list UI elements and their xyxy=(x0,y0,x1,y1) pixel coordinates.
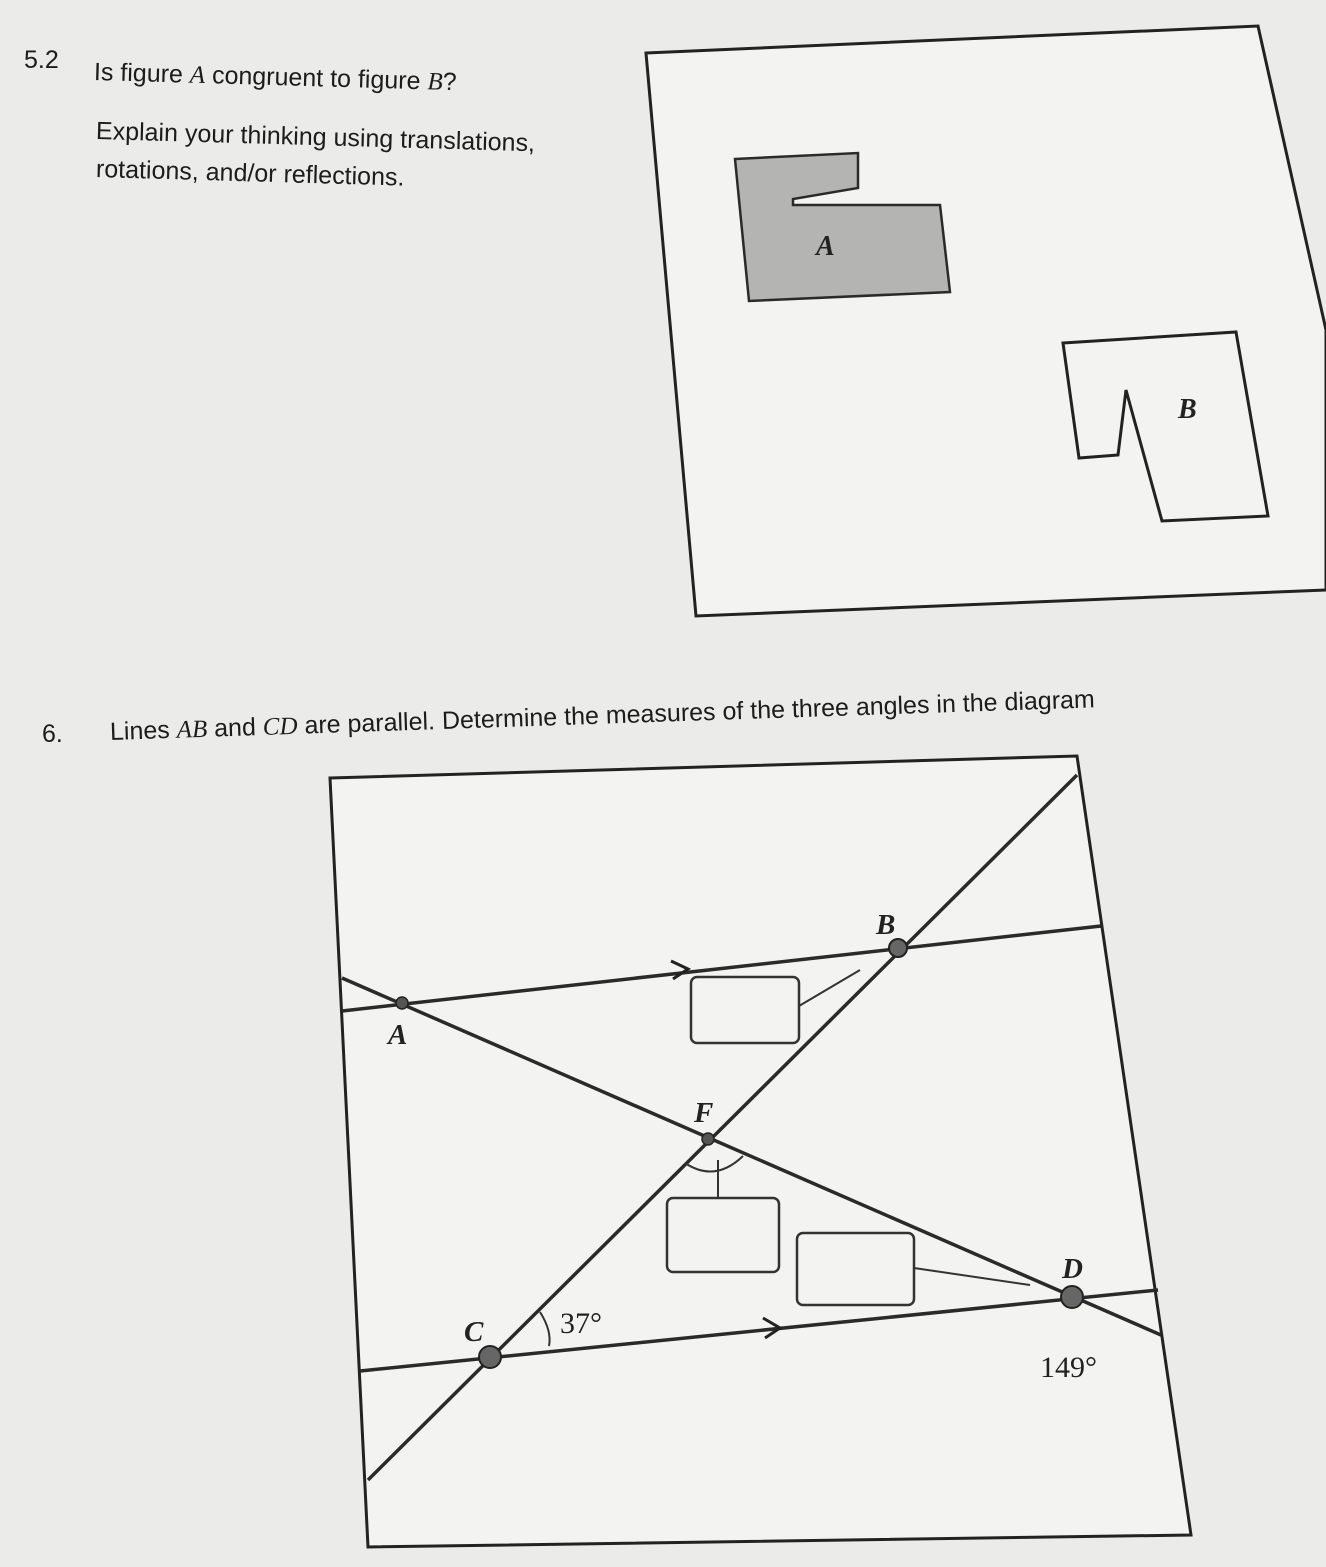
label-point-b: B xyxy=(876,909,896,941)
prompt-text: and xyxy=(206,712,264,743)
prompt-text: are parallel. Determine the measures of the three angles in the diagram xyxy=(297,685,1096,740)
question-5-2-instruction-line-2: rotations, and/or reflections. xyxy=(95,155,405,192)
figure-b-ref: B xyxy=(427,68,444,96)
point-d xyxy=(1061,1286,1083,1308)
question-number-6: 6. xyxy=(42,720,63,748)
prompt-text: Is figure xyxy=(93,58,191,89)
diagram-frame xyxy=(330,756,1191,1547)
point-a xyxy=(396,997,408,1009)
congruence-diagram xyxy=(646,26,1326,616)
prompt-text: congruent to figure xyxy=(204,61,428,96)
question-number-5-2: 5.2 xyxy=(24,46,59,74)
point-f xyxy=(702,1133,714,1145)
question-5-2-instruction-line-1: Explain your thinking using translations, xyxy=(95,117,536,158)
point-c xyxy=(479,1346,501,1368)
angle-c-value: 37° xyxy=(560,1307,602,1340)
line-ab-ref: AB xyxy=(176,715,208,744)
angle-d-value: 149° xyxy=(1040,1351,1097,1384)
prompt-text: ? xyxy=(442,67,457,97)
prompt-text: Lines xyxy=(109,715,178,746)
label-point-a: A xyxy=(388,1019,408,1051)
label-point-f: F xyxy=(694,1097,714,1129)
label-point-d: D xyxy=(1062,1253,1083,1285)
line-cd-ref: CD xyxy=(262,712,298,741)
figure-a-ref: A xyxy=(189,61,206,90)
label-point-c: C xyxy=(464,1316,484,1348)
figure-b-label: B xyxy=(1178,394,1197,425)
parallel-lines-diagram xyxy=(330,756,1191,1547)
figure-a-label: A xyxy=(816,231,835,262)
diagram-frame xyxy=(646,26,1326,616)
point-b xyxy=(889,939,907,957)
